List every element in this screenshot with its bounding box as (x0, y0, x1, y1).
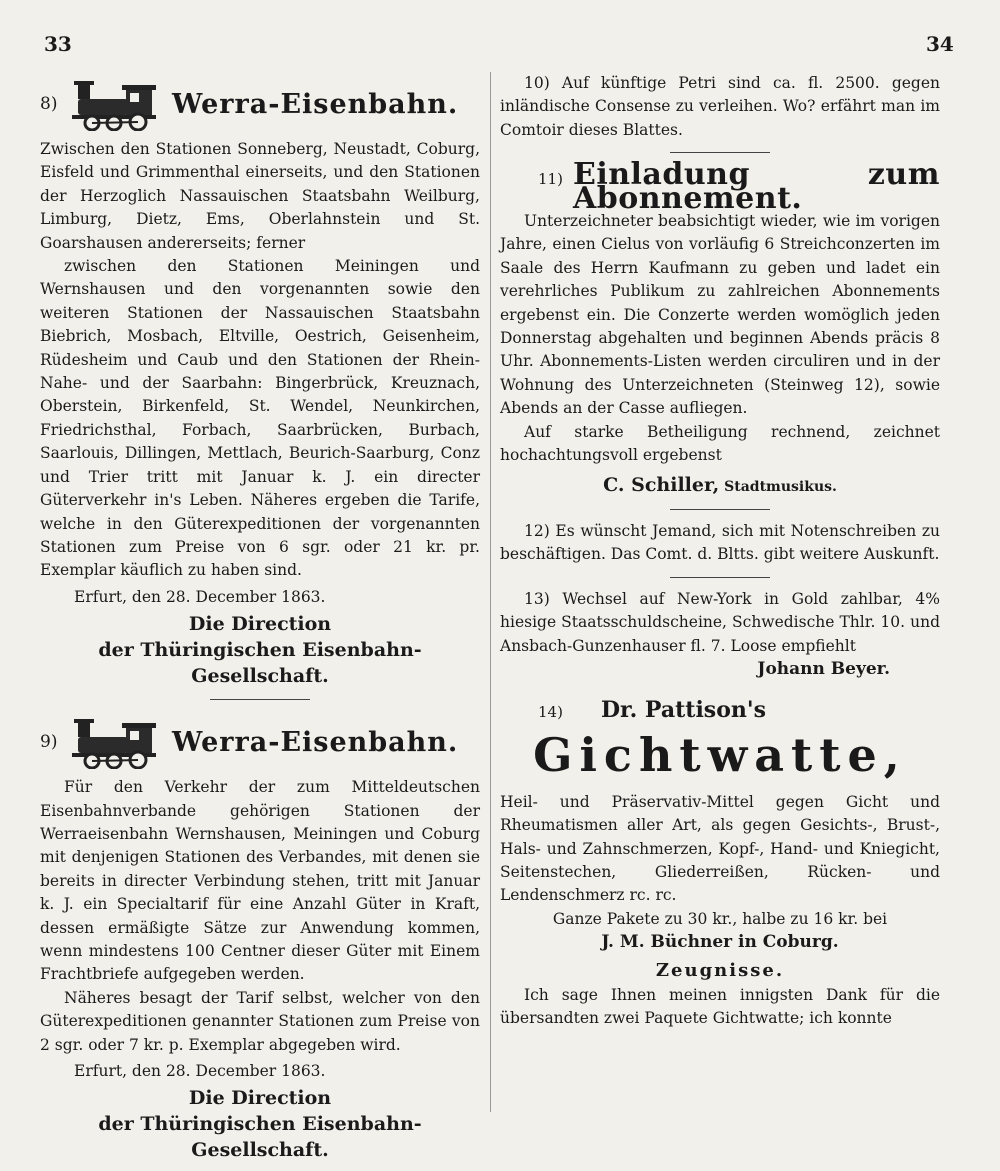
dateline: Erfurt, den 28. December 1863. (74, 1062, 326, 1080)
notice-12: 12) Es wünscht Jemand, sich mit Notenschreiben zu beschäftigen. Das Comt. d. Bltts. gibt weitere Auskunft. (500, 521, 940, 564)
notice-11 (500, 157, 940, 499)
signature-line: Gesellschaft. (191, 665, 329, 688)
separator-rule (670, 152, 770, 153)
locomotive-icon (70, 79, 158, 131)
notice-number: 8) (40, 94, 58, 115)
signature-block (40, 611, 480, 689)
signature-line: der Thüringischen Eisenbahn- (98, 1113, 422, 1136)
signature-line: Die Direction (188, 1087, 332, 1110)
notice-paragraph: Auf starke Betheiligung rechnend, zeichnet hochachtungsvoll ergebenst (500, 422, 940, 465)
separator-rule (670, 509, 770, 510)
signature-line: Gesellschaft. (191, 1139, 329, 1162)
notice-8 (40, 72, 480, 689)
notice-number: 14) (538, 703, 563, 722)
notice-heading: Werra-Eisenbahn. (172, 727, 459, 759)
separator-rule (210, 699, 310, 700)
signature-line: Die Direction (188, 613, 332, 636)
signature-block (40, 1085, 480, 1163)
notice-paragraph: 13) Wechsel auf New-York in Gold zahlbar, 4% hiesige Staatsschuldscheine, Schwedische Thlr. 10. und Ansbach-Gunzenhauser fl. 7. Loose empfiehlt (500, 589, 940, 655)
notice-paragraph: Unterzeichneter beabsichtigt wieder, wie im vorigen Jahre, einen Cielus von vorläufig 6 Streichconzerten im Saale des Herrn Kaufmann zu geben und ladet ein verehrliches Publikum zu zahlreichen Abonnements ergebenst ein. Die Conzerte werden womöglich jeden Donnerstag abgehalten und beginnen Abends präcis 8 Uhr. Abonnements-Listen werden circuliren und in der Wohnung des Unterzeichneten (Steinweg 12), sowie Abends an der Casse aufliegen. (500, 212, 940, 418)
signature-name: Johann Beyer. (757, 658, 890, 679)
notice-paragraph: Heil- und Präservativ-Mittel gegen Gicht und Rheumatismen aller Art, als gegen Gesichts-, Brust-, Hals- und Zahnschmerzen, Kopf-, Hand- und Kniegicht, Seitenstechen, Gliederreißen, Rücken- und Lendenschmerz rc. rc. (500, 792, 940, 905)
dateline: Erfurt, den 28. December 1863. (74, 587, 326, 606)
signature-block (500, 474, 940, 499)
column-divider (490, 72, 491, 1112)
seller-name: J. M. Büchner in Coburg. (601, 932, 839, 953)
notice-number: 11) (538, 170, 563, 189)
page-number-right: 34 (926, 32, 954, 56)
notice-heading: Einladung zum Abonnement. (572, 157, 940, 216)
price-line: Ganze Pakete zu 30 kr., halbe zu 16 kr. bei (552, 909, 888, 928)
notice-paragraph: zwischen den Stationen Meiningen und Wernshausen und den vorgenannten sowie den weiteren Stationen der Nassauischen Staatsbahn Biebrich, Mosbach, Eltville, Oestrich, Geisenheim, Rüdesheim und Caub und den Stationen der Rhein-Nahe- und der Saarbahn: Bingerbrück, Kreuznach, Oberstein, Birkenfeld, St. Wendel, Neunkirchen, Friedrichsthal, Forbach, Saarbrücken, Burbach, Saarlouis, Dillingen, Mettlach, Beurich-Saarburg, Conz und Trier tritt mit Januar k. J. ein directer Güterverkehr in's Leben. Näheres ergeben die Tarife, welche in den Güterexpeditionen der vorgenannten Stationen zum Preise von 6 sgr. oder 21 kr. pr. Exemplar käuflich zu haben sind. (40, 257, 480, 580)
notice-number: 9) (40, 732, 58, 753)
signature-title: Stadtmusikus. (724, 478, 837, 495)
left-column (40, 72, 480, 1163)
notice-paragraph: Für den Verkehr der zum Mitteldeutschen Eisenbahnverbande gehörigen Stationen der Werraeisenbahn Wernshausen, Meiningen und Coburg mit denjenigen Stationen des Verbandes, mit denen sie bereits in directer Verbindung stehen, tritt mit Januar k. J. ein Specialtarif für eine Anzahl Güter in Kraft, dessen ermäßigte Sätze zur Anwendung kommen, wenn mindestens 100 Centner dieser Güter mit Einem Frachtbriefe aufgegeben werden. (40, 778, 480, 984)
testimonials-heading: Zeugnisse. (655, 959, 785, 981)
right-column (500, 72, 940, 1031)
locomotive-icon (70, 717, 158, 769)
notice-13 (500, 588, 940, 682)
notice-heading: Werra-Eisenbahn. (172, 89, 459, 121)
notice-paragraph: Zwischen den Stationen Sonneberg, Neustadt, Coburg, Eisfeld und Grimmenthal einerseits, und den Stationen der Herzoglich Nassauischen Staatsbahn Weilburg, Limburg, Dietz, Ems, Oberlahnstein und St. Goarshausen andererseits; ferner (40, 140, 480, 252)
notice-10: 10) Auf künftige Petri sind ca. fl. 2500. gegen inländische Consense zu verleihen. Wo? erfährt man im Comtoir dieses Blattes. (500, 74, 940, 139)
testimonial-text: Ich sage Ihnen meinen innigsten Dank für die übersandten zwei Paquete Gichtwatte; ich konnte (500, 986, 940, 1028)
signature-name: C. Schiller, (603, 473, 720, 496)
signature-line: der Thüringischen Eisenbahn- (98, 639, 422, 662)
notice-9 (40, 710, 480, 1163)
page-number-left: 33 (44, 32, 72, 56)
notice-14 (500, 699, 940, 1030)
notice-paragraph: Näheres besagt der Tarif selbst, welcher von den Güterexpeditionen genannter Stationen zum Preise von 2 sgr. oder 7 kr. p. Exemplar abgegeben wird. (40, 988, 480, 1054)
brand-name: Dr. Pattison's (600, 697, 766, 724)
separator-rule (670, 577, 770, 578)
product-name: Gichtwatte, (533, 727, 907, 782)
